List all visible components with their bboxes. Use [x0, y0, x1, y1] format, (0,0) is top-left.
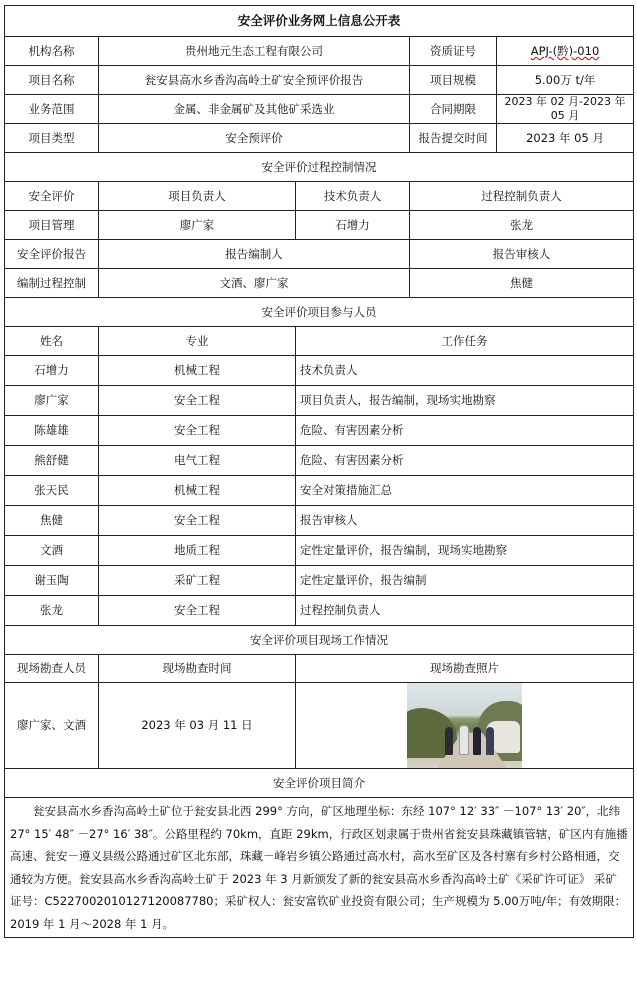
org-name-label: 机构名称 [5, 37, 99, 66]
participant-name: 张天民 [5, 476, 99, 506]
report-control-label-1: 安全评价报告 [5, 240, 99, 269]
report-submit-value: 2023 年 05 月 [497, 124, 634, 153]
participant-name: 文酒 [5, 536, 99, 566]
process-section-title: 安全评价过程控制情况 [5, 153, 634, 182]
contract-term-label: 合同期限 [410, 95, 497, 124]
person-figure [473, 727, 481, 755]
site-time-value: 2023 年 03 月 11 日 [99, 683, 296, 769]
participant-major: 采矿工程 [99, 566, 296, 596]
participant-major: 安全工程 [99, 386, 296, 416]
project-leader-value: 廖广家 [99, 211, 296, 240]
person-figure [445, 727, 453, 755]
project-name-value: 瓮安县高水乡香沟高岭土矿安全预评价报告 [99, 66, 410, 95]
table-row [5, 416, 634, 446]
project-name-label: 项目名称 [5, 66, 99, 95]
site-photo-header: 现场勘查照片 [296, 655, 634, 683]
table-row [5, 566, 634, 596]
project-type-label: 项目类型 [5, 124, 99, 153]
project-type-value: 安全预评价 [99, 124, 410, 153]
participant-major: 机械工程 [99, 356, 296, 386]
participant-major: 安全工程 [99, 596, 296, 626]
participant-task-header: 工作任务 [296, 327, 634, 356]
table-row [5, 446, 634, 476]
participant-major: 安全工程 [99, 506, 296, 536]
participant-major-header: 专业 [99, 327, 296, 356]
report-reviewer-value: 焦健 [410, 269, 634, 298]
mgmt-label-2: 项目管理 [5, 211, 99, 240]
site-survey-photo [407, 683, 522, 768]
intro-section-title: 安全评价项目简介 [5, 769, 634, 798]
participant-task: 报告审核人 [296, 506, 634, 536]
participant-major: 机械工程 [99, 476, 296, 506]
participant-name: 廖广家 [5, 386, 99, 416]
disclosure-table [4, 5, 634, 938]
cert-label: 资质证号 [410, 37, 497, 66]
cert-value-text: APJ-(黔)-010 [530, 43, 600, 58]
participant-name: 谢玉陶 [5, 566, 99, 596]
person-figure [459, 725, 469, 755]
report-submit-label: 报告提交时间 [410, 124, 497, 153]
table-row [5, 536, 634, 566]
contract-term-value: 2023 年 02 月-2023 年 05 月 [497, 95, 634, 124]
participant-major: 电气工程 [99, 446, 296, 476]
site-photo-cell [296, 683, 634, 769]
participant-task: 定性定量评价，报告编制，现场实地勘察 [296, 536, 634, 566]
participant-major: 地质工程 [99, 536, 296, 566]
participant-major: 安全工程 [99, 416, 296, 446]
cert-value [497, 37, 634, 66]
tech-leader-value: 石增力 [296, 211, 410, 240]
site-staff-value: 廖广家、文酒 [5, 683, 99, 769]
project-intro-text: 瓮安县高水乡香沟高岭土矿位于瓮安县北西 299° 方向，矿区地理坐标：东经 107° 12′ 33″ －107° 13′ 20″，北纬 27° 15′ 48″ －27° 16′ 38″。公路里程约 70km，直距 29km，行政区划隶属于贵州省瓮安县珠藏镇管辖，矿区内有施播高速、瓮安－遵义县级公路通过矿区北东部，珠藏－峰岩乡镇公路通过高水村，高水至矿区及各村寨有乡村公路相通，交通较为方便。瓮安县高水乡香沟高岭土矿于 2023 年 3 月新颁发了新的瓮安县高水乡香沟高岭土矿《采矿许可证》 采矿证号：C5227002010127120087780；采矿权人：瓮安富钦矿业投资有限公司；生产规模为 5.00万吨/年；有效期限：2019 年 1 月～2028 年 1 月。 [5, 798, 634, 938]
table-row [5, 356, 634, 386]
org-name-value: 贵州地元生态工程有限公司 [99, 37, 410, 66]
project-scale-label: 项目规模 [410, 66, 497, 95]
project-leader-header: 项目负责人 [99, 182, 296, 211]
participant-task: 项目负责人，报告编制，现场实地勘察 [296, 386, 634, 416]
form-title: 安全评价业务网上信息公开表 [5, 6, 634, 37]
table-row [5, 506, 634, 536]
participant-task: 安全对策措施汇总 [296, 476, 634, 506]
process-control-header: 过程控制负责人 [410, 182, 634, 211]
table-row [5, 386, 634, 416]
participant-task: 危险、有害因素分析 [296, 416, 634, 446]
participant-task: 技术负责人 [296, 356, 634, 386]
participant-task: 定性定量评价，报告编制 [296, 566, 634, 596]
participant-name: 焦健 [5, 506, 99, 536]
participant-name: 陈雄雄 [5, 416, 99, 446]
table-row [5, 476, 634, 506]
site-time-header: 现场勘查时间 [99, 655, 296, 683]
participants-section-title: 安全评价项目参与人员 [5, 298, 634, 327]
participant-name: 熊舒健 [5, 446, 99, 476]
participant-name: 张龙 [5, 596, 99, 626]
report-reviewer-header: 报告审核人 [410, 240, 634, 269]
participant-task: 过程控制负责人 [296, 596, 634, 626]
site-section-title: 安全评价项目现场工作情况 [5, 626, 634, 655]
project-scale-value: 5.00万 t/年 [497, 66, 634, 95]
process-control-value: 张龙 [410, 211, 634, 240]
report-compiler-header: 报告编制人 [99, 240, 410, 269]
participant-name-header: 姓名 [5, 327, 99, 356]
mgmt-label-1: 安全评价 [5, 182, 99, 211]
business-scope-label: 业务范围 [5, 95, 99, 124]
report-compiler-value: 文酒、廖广家 [99, 269, 410, 298]
participant-name: 石增力 [5, 356, 99, 386]
report-control-label-2: 编制过程控制 [5, 269, 99, 298]
business-scope-value: 金属、非金属矿及其他矿采选业 [99, 95, 410, 124]
info-disclosure-form [4, 5, 633, 938]
participant-task: 危险、有害因素分析 [296, 446, 634, 476]
person-figure [486, 727, 494, 755]
tech-leader-header: 技术负责人 [296, 182, 410, 211]
site-staff-header: 现场勘查人员 [5, 655, 99, 683]
table-row [5, 596, 634, 626]
